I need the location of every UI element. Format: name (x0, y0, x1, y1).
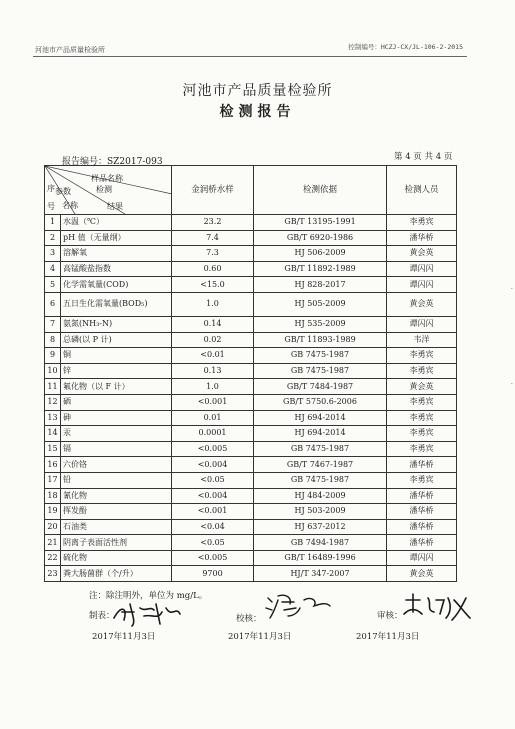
row-value: 9700 (172, 566, 254, 582)
row-basis: GB 7475-1987 (254, 472, 387, 488)
row-number: 21 (45, 535, 61, 551)
row-item: 粪大肠菌群（个/升） (61, 566, 172, 582)
table-row (45, 379, 457, 395)
row-item: 硒 (61, 394, 172, 410)
row-number: 18 (45, 488, 61, 504)
row-value: <0.005 (172, 441, 254, 457)
table-row (45, 472, 457, 488)
row-item: 铅 (61, 472, 172, 488)
row-basis: GB/T 16489-1996 (254, 550, 387, 566)
row-item: 氰化物 (61, 488, 172, 504)
prepared-date: 2017年11月3日 (92, 632, 156, 642)
row-value: <0.005 (172, 550, 254, 566)
row-value: 0.13 (172, 363, 254, 379)
table-row (45, 261, 457, 277)
row-item: 阴离子表面活性剂 (61, 535, 172, 551)
row-number: 14 (45, 426, 61, 442)
row-person: 李勇宾 (387, 472, 457, 488)
row-basis: HJ 828-2017 (254, 277, 387, 293)
row-number: 4 (45, 261, 61, 277)
row-value: 1.0 (172, 292, 254, 316)
row-number: 6 (45, 292, 61, 316)
row-item: 硫化物 (61, 550, 172, 566)
row-person: 谭闪闪 (387, 550, 457, 566)
row-number: 5 (45, 277, 61, 293)
row-item: 氟化物（以 F 计） (61, 379, 172, 395)
table-row (45, 488, 457, 504)
table-header-row (45, 166, 457, 215)
table-row (45, 441, 457, 457)
table-row (45, 519, 457, 535)
row-basis: GB/T 5750.6-2006 (254, 394, 387, 410)
checked-signature (264, 590, 334, 620)
row-item: 六价铬 (61, 457, 172, 473)
row-number: 2 (45, 230, 61, 246)
row-person: 李勇宾 (387, 394, 457, 410)
row-person: 李勇宾 (387, 348, 457, 364)
row-basis: GB/T 11892-1989 (254, 261, 387, 277)
row-person: 潘华桥 (387, 504, 457, 520)
row-value: 1.0 (172, 379, 254, 395)
row-person: 李勇宾 (387, 426, 457, 442)
row-basis: GB/T 7484-1987 (254, 379, 387, 395)
row-basis: GB/T 7467-1987 (254, 457, 387, 473)
table-row (45, 230, 457, 246)
diagonal-header-cell (45, 166, 172, 215)
col-header-basis: 检测依据 (254, 166, 387, 215)
prepared-signature (110, 598, 185, 628)
row-value: 0.01 (172, 410, 254, 426)
document-subtitle: 检测报告 (219, 104, 296, 120)
row-value: <0.05 (172, 472, 254, 488)
row-person: 潘华桥 (387, 519, 457, 535)
row-value: <0.05 (172, 535, 254, 551)
row-value: <0.04 (172, 519, 254, 535)
row-value: 0.14 (172, 316, 254, 332)
row-number: 22 (45, 550, 61, 566)
table-row (45, 363, 457, 379)
row-person: 黄会英 (387, 566, 457, 582)
reviewed-by-label: 审核： (377, 611, 403, 621)
checked-by-label: 校核： (236, 614, 262, 624)
row-value: <0.004 (172, 488, 254, 504)
header-control-number: 控制编号：HCZJ-CX/JL-106-2-2015 (348, 43, 463, 51)
diag-seq-top: 序 (47, 184, 55, 193)
row-basis: HJ 694-2014 (254, 410, 387, 426)
row-basis: HJ 637-2012 (254, 519, 387, 535)
table-row (45, 550, 457, 566)
row-number: 11 (45, 379, 61, 395)
table-body (45, 215, 457, 582)
row-basis: GB 7475-1987 (254, 441, 387, 457)
row-item: 总磷(以 P 计) (61, 332, 172, 348)
row-person: 潘华桥 (387, 535, 457, 551)
prepared-by-label: 制表： (89, 611, 115, 621)
row-number: 12 (45, 394, 61, 410)
row-value: <0.001 (172, 504, 254, 520)
row-value: 0.02 (172, 332, 254, 348)
table-row (45, 277, 457, 293)
row-basis: GB 7494-1987 (254, 535, 387, 551)
diag-sample-name: 样品名称 (91, 174, 123, 183)
row-item: 溶解氧 (61, 246, 172, 262)
row-basis: HJ 694-2014 (254, 426, 387, 442)
table-row (45, 246, 457, 262)
row-person: 韦洋 (387, 332, 457, 348)
table-row (45, 504, 457, 520)
row-item: pH 值（无量纲） (61, 230, 172, 246)
diag-test: 检测 (96, 185, 112, 194)
row-basis: GB/T 11893-1989 (254, 332, 387, 348)
row-number: 3 (45, 246, 61, 262)
table-row (45, 566, 457, 582)
row-person: 李勇宾 (387, 441, 457, 457)
document-title: 河池市产品质量检验所 (182, 83, 333, 99)
row-number: 8 (45, 332, 61, 348)
page-number: 第 4 页 共 4 页 (394, 152, 453, 162)
row-value: 23.2 (172, 215, 254, 231)
diag-params: 参数 (55, 187, 71, 196)
header-left: 河池市产品质量检验所 (35, 46, 105, 54)
row-person: 李勇宾 (387, 215, 457, 231)
reviewed-signature (400, 592, 475, 624)
row-number: 20 (45, 519, 61, 535)
row-number: 19 (45, 504, 61, 520)
row-item: 挥发酚 (61, 504, 172, 520)
report-number: 报告编号：SZ2017-093 (62, 157, 163, 167)
row-person: 李勇宾 (387, 363, 457, 379)
row-basis: HJ 535-2009 (254, 316, 387, 332)
row-person: 谭闪闪 (387, 261, 457, 277)
table-row (45, 292, 457, 316)
row-item: 汞 (61, 426, 172, 442)
diag-result: 结果 (107, 202, 123, 211)
row-number: 13 (45, 410, 61, 426)
col-header-person: 检测人员 (387, 166, 457, 215)
row-value: <0.001 (172, 394, 254, 410)
row-item: 五日生化需氧量(BOD₅) (61, 292, 172, 316)
row-item: 镉 (61, 441, 172, 457)
results-table (44, 165, 457, 582)
row-person: 谭闪闪 (387, 316, 457, 332)
checked-date: 2017年11月3日 (228, 632, 292, 642)
row-number: 9 (45, 348, 61, 364)
row-item: 氨氮(NH₃-N) (61, 316, 172, 332)
row-person: 黄会英 (387, 246, 457, 262)
row-item: 铜 (61, 348, 172, 364)
unit-note: 注：除注明外，单位为 mg/L。 (89, 591, 208, 601)
row-value: 7.4 (172, 230, 254, 246)
table-row (45, 348, 457, 364)
row-basis: HJ 484-2009 (254, 488, 387, 504)
table-row (45, 410, 457, 426)
row-value: <0.004 (172, 457, 254, 473)
row-item: 锌 (61, 363, 172, 379)
row-item: 高锰酸盐指数 (61, 261, 172, 277)
table-row (45, 316, 457, 332)
row-number: 23 (45, 566, 61, 582)
row-person: 潘华桥 (387, 488, 457, 504)
reviewed-date: 2017年11月3日 (356, 632, 420, 642)
row-basis: GB 7475-1987 (254, 363, 387, 379)
row-number: 1 (45, 215, 61, 231)
row-basis: HJ 505-2009 (254, 292, 387, 316)
table-row (45, 426, 457, 442)
row-basis: HJ 506-2009 (254, 246, 387, 262)
row-value: 7.3 (172, 246, 254, 262)
row-value: 0.0001 (172, 426, 254, 442)
header-divider (33, 56, 467, 57)
row-value: <15.0 (172, 277, 254, 293)
row-person: 潘华桥 (387, 457, 457, 473)
row-basis: GB/T 6920-1986 (254, 230, 387, 246)
row-number: 15 (45, 441, 61, 457)
row-basis: GB 7475-1987 (254, 348, 387, 364)
row-person: 李勇宾 (387, 410, 457, 426)
diag-seq-bottom: 号 (47, 202, 55, 211)
row-person: 黄会英 (387, 292, 457, 316)
table-row (45, 332, 457, 348)
row-basis: GB/T 13195-1991 (254, 215, 387, 231)
row-person: 黄会英 (387, 379, 457, 395)
row-item: 化学需氧量(COD) (61, 277, 172, 293)
row-item: 石油类 (61, 519, 172, 535)
margin-mark: · (510, 285, 513, 293)
table-row (45, 394, 457, 410)
table-row (45, 215, 457, 231)
row-number: 16 (45, 457, 61, 473)
row-number: 10 (45, 363, 61, 379)
table-row (45, 535, 457, 551)
margin-mark: · (510, 380, 513, 388)
row-number: 17 (45, 472, 61, 488)
table-row (45, 457, 457, 473)
row-value: 0.60 (172, 261, 254, 277)
row-number: 7 (45, 316, 61, 332)
row-item: 水温（℃） (61, 215, 172, 231)
row-person: 谭闪闪 (387, 277, 457, 293)
col-header-sample: 金润桥水样 (172, 166, 254, 215)
row-basis: HJ 503-2009 (254, 504, 387, 520)
row-basis: HJ/T 347-2007 (254, 566, 387, 582)
row-value: <0.01 (172, 348, 254, 364)
diag-name: 名称 (62, 201, 78, 210)
row-item: 砷 (61, 410, 172, 426)
row-person: 潘华桥 (387, 230, 457, 246)
